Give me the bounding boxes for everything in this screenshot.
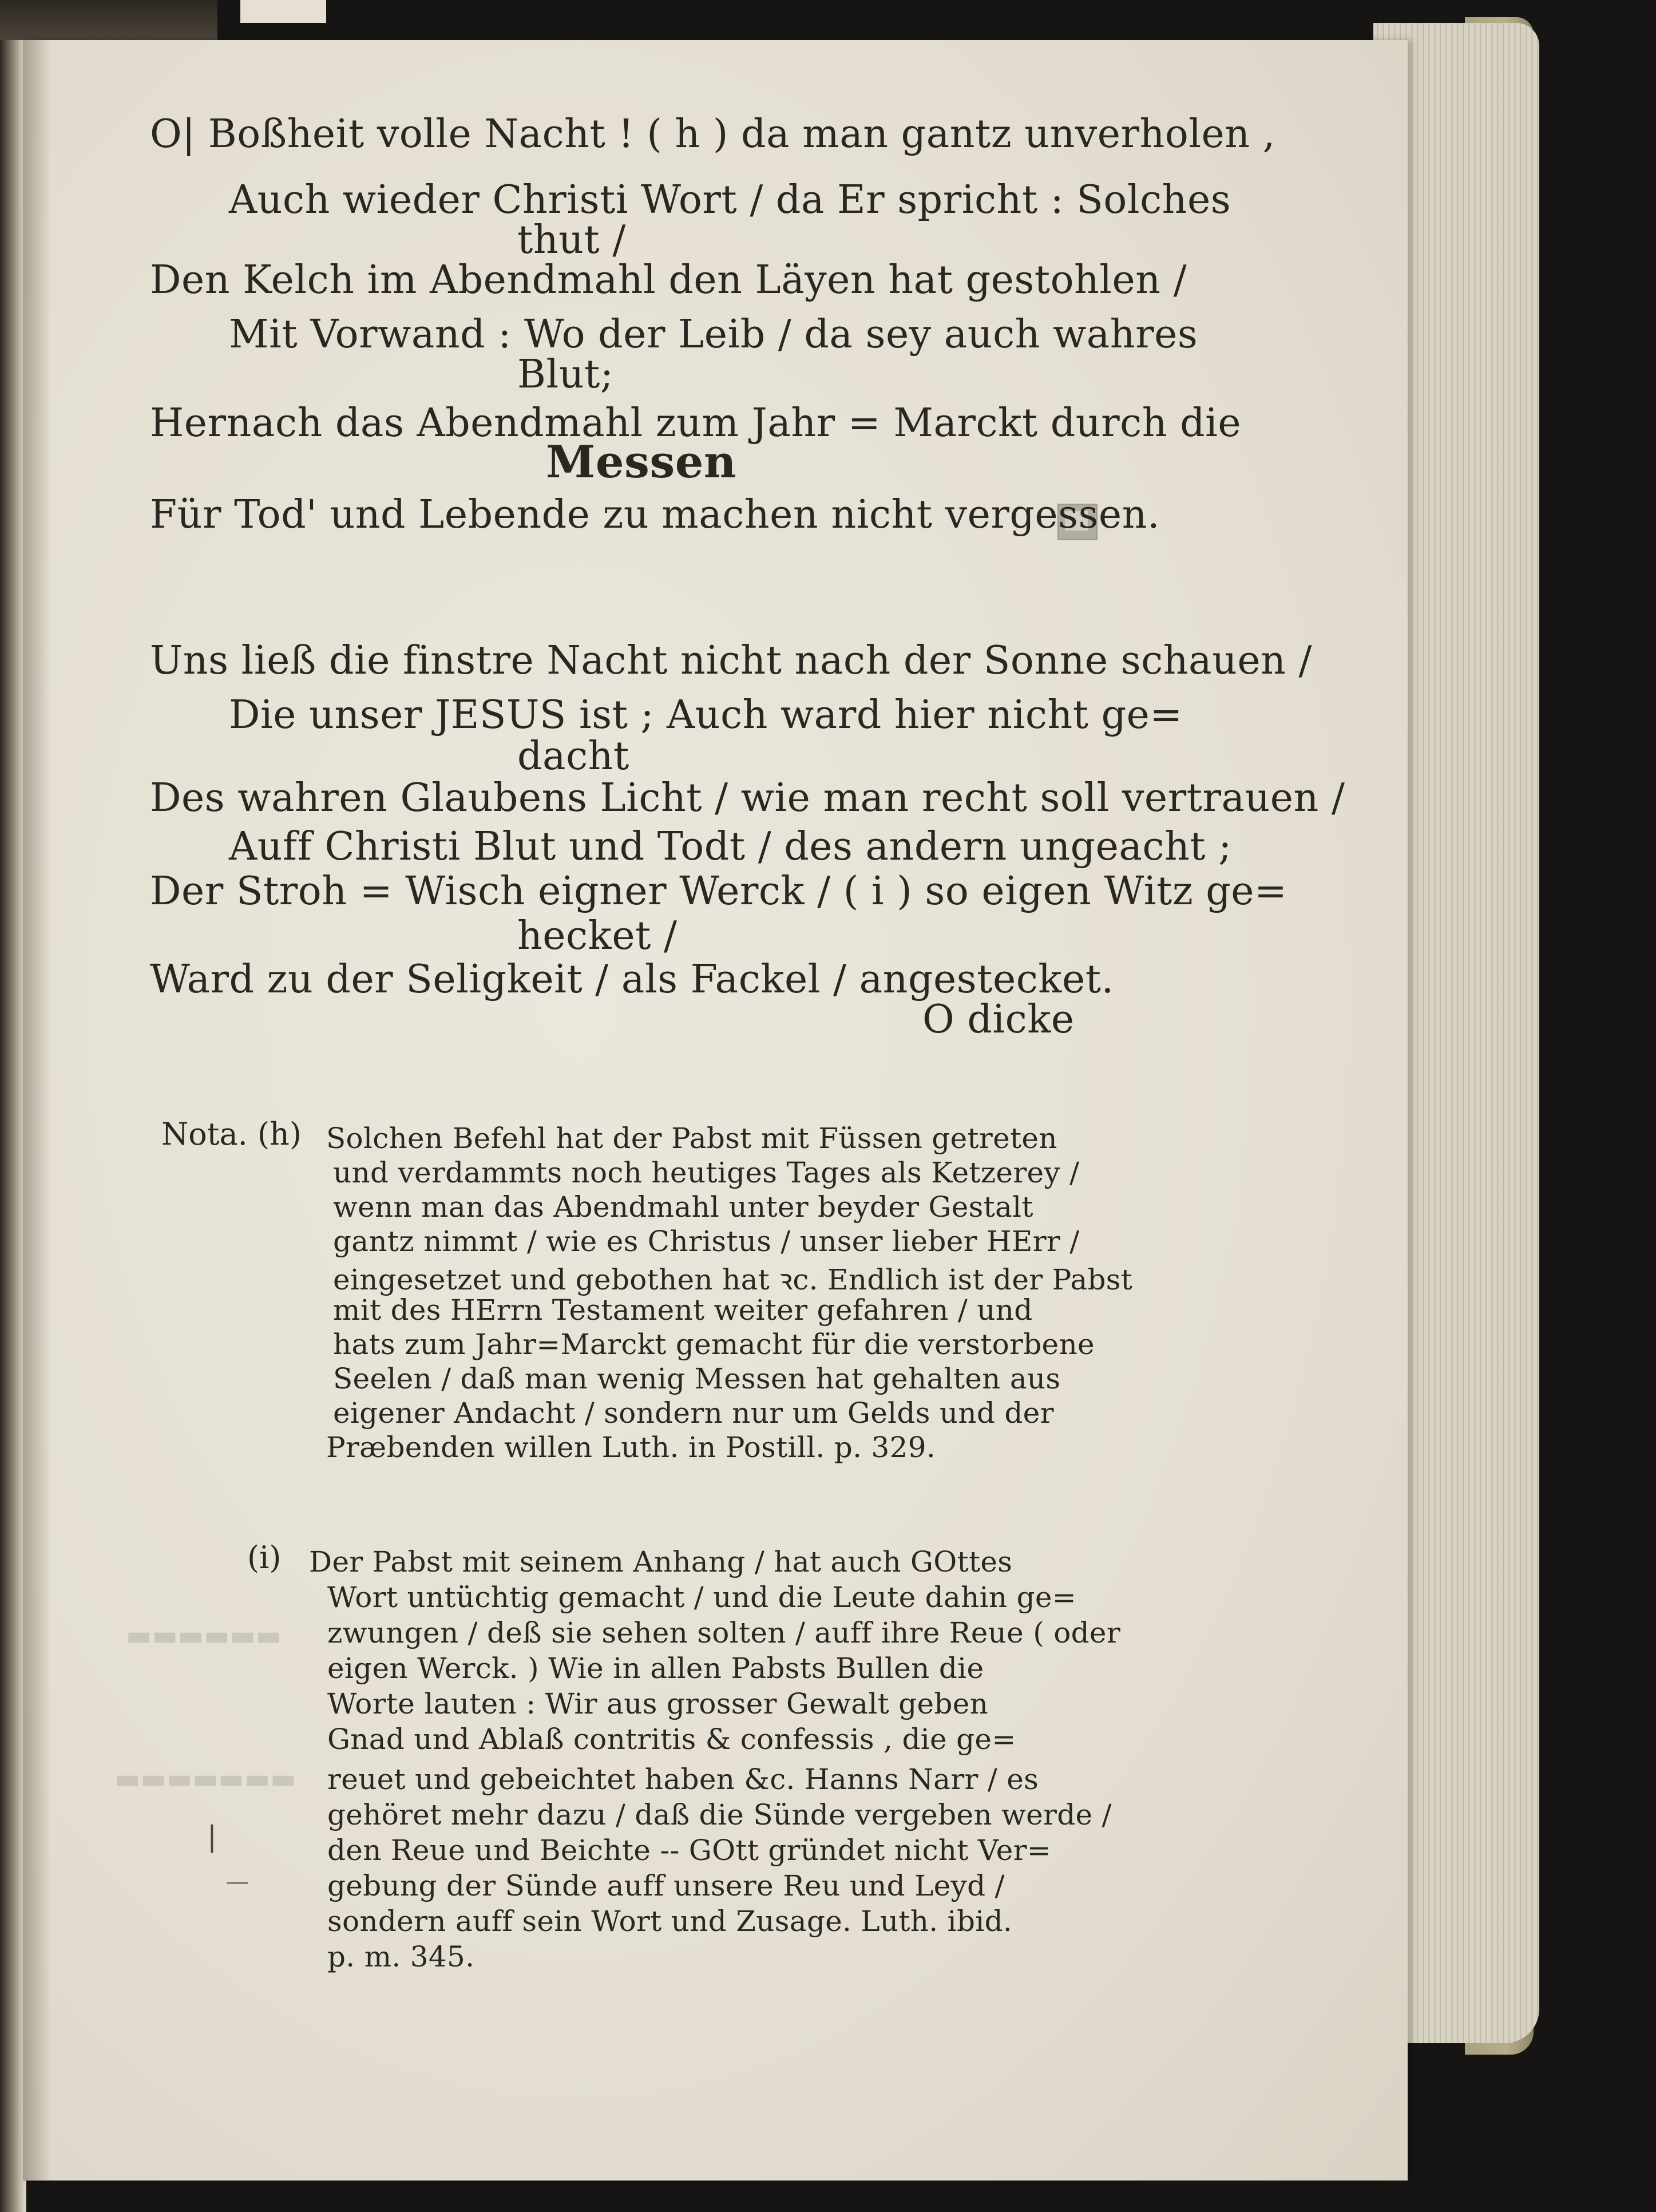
stanza-2-line-1: Uns ließ die finstre Nacht nicht nach der Sonne schauen / xyxy=(150,638,1312,683)
stanza-2-line-5: Auff Christi Blut und Todt / des andern ungeacht ; xyxy=(229,824,1232,869)
note-i-line-12: p. m. 345. xyxy=(327,1940,475,1973)
paper-slip xyxy=(240,0,326,23)
stanza-1-line-9: Für Tod' und Lebende zu machen nicht vergessen. xyxy=(150,492,1160,537)
stanza-1-line-6: Blut; xyxy=(517,352,614,397)
note-i-line-7: reuet und gebeichtet haben &c. Hanns Narr / es xyxy=(327,1763,1039,1796)
note-i-line-2: Wort untüchtig gemacht / und die Leute dahin ge= xyxy=(327,1581,1076,1614)
stanza-2-line-8: Ward zu der Seligkeit / als Fackel / angestecket. xyxy=(150,957,1114,1002)
stanza-1-line-1: O| Boßheit volle Nacht ! ( h ) da man gantz unverholen , xyxy=(150,112,1275,157)
note-h-line-4: gantz nimmt / wie es Christus / unser lieber HErr / xyxy=(333,1225,1080,1258)
stanza-2-line-4: Des wahren Glaubens Licht / wie man recht soll vertrauen / xyxy=(150,775,1345,821)
bleed-through-mark: ▬▬▬▬▬▬▬ xyxy=(114,1763,296,1795)
note-h-label: Nota. (h) xyxy=(161,1116,302,1152)
note-h-line-8: Seelen / daß man wenig Messen hat gehalten aus xyxy=(333,1362,1061,1395)
note-h-line-5: eingesetzet und gebothen hat ꝛc. Endlich ist der Pabst xyxy=(333,1263,1133,1296)
note-i-line-11: sondern auff sein Wort und Zusage. Luth. ibid. xyxy=(327,1905,1013,1938)
note-h-line-3: wenn man das Abendmahl unter beyder Gestalt xyxy=(333,1190,1033,1224)
margin-mark: — xyxy=(226,1869,249,1895)
note-h-line-1: Solchen Befehl hat der Pabst mit Füssen getreten xyxy=(326,1122,1057,1155)
note-i-line-1: Der Pabst mit seinem Anhang / hat auch GOttes xyxy=(309,1545,1013,1578)
note-i-line-4: eigen Werck. ) Wie in allen Pabsts Bullen die xyxy=(327,1652,984,1685)
stanza-2-line-2: Die unser JESUS ist ; Auch ward hier nicht ge= xyxy=(229,693,1183,738)
stanza-1-line-4: Den Kelch im Abendmahl den Läyen hat gestohlen / xyxy=(150,258,1187,303)
dark-background-corner xyxy=(0,0,217,40)
bleed-through-mark: ▬▬▬▬▬▬ xyxy=(126,1620,282,1652)
note-h-line-10: Præbenden willen Luth. in Postill. p. 329. xyxy=(326,1431,936,1464)
note-h-line-7: hats zum Jahr=Marckt gemacht für die verstorbene xyxy=(333,1328,1095,1361)
stanza-1-line-8: Messen xyxy=(546,436,737,488)
stanza-2-line-7: hecket / xyxy=(517,913,678,959)
note-i-line-9: den Reue und Beichte -- GOtt gründet nicht Ver= xyxy=(327,1834,1052,1867)
note-h-line-6: mit des HErrn Testament weiter gefahren / und xyxy=(333,1293,1033,1327)
note-i-line-6: Gnad und Ablaß contritis & confessis , die ge= xyxy=(327,1723,1016,1756)
stanza-2-line-6: Der Stroh = Wisch eigner Werck / ( i ) so eigen Witz ge= xyxy=(150,869,1287,914)
stanza-1-line-2: Auch wieder Christi Wort / da Er spricht : Solches xyxy=(229,177,1231,223)
stanza-1-line-3: thut / xyxy=(517,217,626,263)
note-i-line-10: gebung der Sünde auff unsere Reu und Leyd / xyxy=(327,1869,1005,1902)
catchword: O dicke xyxy=(922,997,1075,1042)
stanza-1-line-7: Hernach das Abendmahl zum Jahr = Marckt durch die xyxy=(150,401,1242,446)
note-i-label: (i) xyxy=(247,1540,282,1576)
note-h-line-2: und verdammts noch heutiges Tages als Ketzerey / xyxy=(333,1156,1080,1189)
note-i-line-3: zwungen / deß sie sehen solten / auff ihre Reue ( oder xyxy=(327,1616,1121,1649)
note-i-line-8: gehöret mehr dazu / daß die Sünde vergeben werde / xyxy=(327,1798,1112,1831)
stanza-1-line-5: Mit Vorwand : Wo der Leib / da sey auch wahres xyxy=(229,312,1198,357)
note-h-line-9: eigener Andacht / sondern nur um Gelds und der xyxy=(333,1396,1054,1430)
page-gutter xyxy=(23,40,51,2181)
margin-mark: | xyxy=(207,1820,217,1853)
note-i-line-5: Worte lauten : Wir aus grosser Gewalt geben xyxy=(327,1687,989,1720)
stanza-2-line-3: dacht xyxy=(517,734,629,779)
